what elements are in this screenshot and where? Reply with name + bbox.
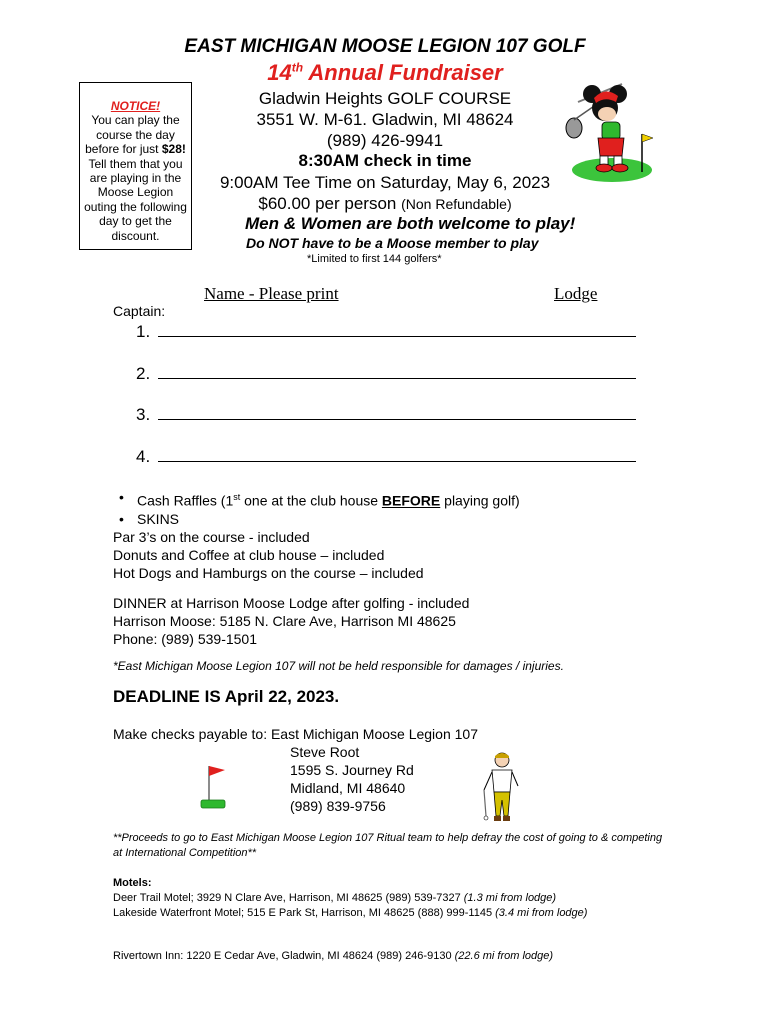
list-item: • Cash Raffles (1st one at the club house BEFORE playing golf) xyxy=(113,488,520,510)
row-number: 4. xyxy=(136,447,151,466)
notice-line: before for just $28! xyxy=(85,142,186,157)
player-entry-row xyxy=(136,322,636,342)
payment-address xyxy=(290,743,414,815)
dinner-address: Harrison Moose: 5185 N. Clare Ave, Harrison MI 48625 xyxy=(113,613,456,629)
payment-label: Make checks payable to: East Michigan Moose Legion 107 xyxy=(113,726,478,742)
row-number: 2. xyxy=(136,364,151,383)
checkin-time: 8:30AM check in time xyxy=(298,151,472,170)
notice-line: are playing in the xyxy=(89,171,182,186)
notice-line: day to get the xyxy=(99,214,172,229)
subtitle-number: 14 xyxy=(267,60,292,85)
notice-line: course the day xyxy=(96,127,175,142)
motels-heading: Motels: xyxy=(113,877,152,889)
golfer-illustration xyxy=(476,750,526,826)
motels-list xyxy=(113,876,673,921)
info-line: Donuts and Coffee at club house – included xyxy=(113,546,385,563)
entry-price: $60.00 per person (Non Refundable) xyxy=(258,194,512,213)
captain-label: Captain: xyxy=(113,303,166,319)
list-item: Lakeside Waterfront Motel; 515 E Park St, Harrison, MI 48625 (888) 999-1145 (3.4 mi from lodge) xyxy=(113,907,588,919)
list-item: • SKINS xyxy=(113,510,520,528)
notice-line: discount. xyxy=(111,228,160,243)
notice-line: outing the following xyxy=(84,199,187,214)
member-note: Do NOT have to be a Moose member to play xyxy=(246,235,539,251)
player-entry-line[interactable] xyxy=(158,322,636,337)
info-line: Par 3’s on the course - included xyxy=(113,528,310,545)
welcome-text: Men & Women are both welcome to play! xyxy=(245,214,576,233)
price-note: (Non Refundable) xyxy=(401,196,512,212)
player-entry-line[interactable] xyxy=(158,405,636,420)
notice-box xyxy=(79,82,192,250)
dinner-phone: Phone: (989) 539-1501 xyxy=(113,631,257,647)
list-item: Deer Trail Motel; 3929 N Clare Ave, Harrison, MI 48625 (989) 539-7327 (1.3 mi from lodge) xyxy=(113,892,557,904)
notice-line: Tell them that you xyxy=(88,156,183,171)
payee-name: Steve Root xyxy=(290,744,360,760)
info-line: Hot Dogs and Hamburgs on the course – included xyxy=(113,564,424,581)
tee-time: 9:00AM Tee Time on Saturday, May 6, 2023 xyxy=(219,173,551,192)
payee-phone: (989) 839-9756 xyxy=(290,798,386,814)
green-grass-shape xyxy=(572,158,652,182)
player-entry-line[interactable] xyxy=(158,447,636,462)
golfer-limit: *Limited to first 144 golfers* xyxy=(307,253,442,265)
deadline: DEADLINE IS April 22, 2023. xyxy=(113,687,340,706)
payee-city: Midland, MI 48640 xyxy=(290,780,406,796)
course-name: Gladwin Heights GOLF COURSE xyxy=(258,89,512,108)
subtitle-text: Annual Fundraiser xyxy=(303,60,503,85)
course-address: 3551 W. M-61. Gladwin, MI 48624 xyxy=(256,110,514,129)
mickey-golfer-illustration xyxy=(560,72,664,184)
payee-street: 1595 S. Journey Rd xyxy=(290,762,414,778)
proceeds-note: **Proceeds to go to East Michigan Moose Legion 107 Ritual team to help defray the cost of going to & competing at International Competition** xyxy=(113,832,663,859)
golf-flag-icon xyxy=(195,760,235,812)
dinner-line: DINNER at Harrison Moose Lodge after golfing - included xyxy=(113,595,470,611)
notice-line: Moose Legion xyxy=(97,185,174,200)
dinner-info xyxy=(113,594,469,648)
disclaimer: *East Michigan Moose Legion 107 will not be held responsible for damages / injuries. xyxy=(113,659,564,673)
lodge-column-header: Lodge xyxy=(554,284,598,303)
course-phone: (989) 426-9941 xyxy=(326,131,444,150)
player-entry-line[interactable] xyxy=(158,364,636,379)
player-entry-row xyxy=(136,447,636,467)
notice-line: You can play the xyxy=(91,113,180,128)
extras-list xyxy=(113,488,520,582)
subtitle-suffix: th xyxy=(291,60,304,75)
row-number: 3. xyxy=(136,405,151,424)
page-title: EAST MICHIGAN MOOSE LEGION 107 GOLF xyxy=(184,36,586,57)
row-number: 1. xyxy=(136,322,151,341)
notice-heading: NOTICE! xyxy=(110,99,161,113)
notice-price: $28! xyxy=(161,142,186,157)
player-entry-row xyxy=(136,364,636,384)
list-item: Rivertown Inn: 1220 E Cedar Ave, Gladwin, MI 48624 (989) 246-9130 (22.6 mi from lodge) xyxy=(113,950,554,962)
player-entry-row xyxy=(136,405,636,425)
name-column-header: Name - Please print xyxy=(204,284,339,303)
